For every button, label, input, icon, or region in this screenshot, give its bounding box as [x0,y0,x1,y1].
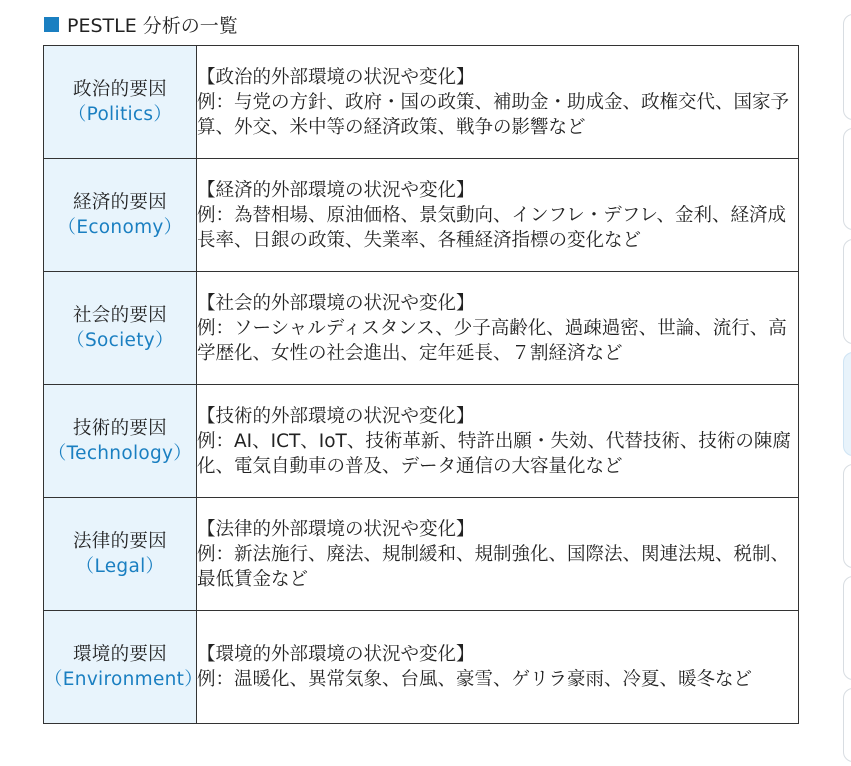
table-row [44,611,799,724]
factor-cell-legal [44,498,197,611]
side-card-active[interactable] [843,352,851,456]
factor-name: 技術的要因 [72,418,167,439]
factor-cell-economy [44,159,197,272]
description-title: 【環境的外部環境の状況や変化】 [197,644,475,665]
factor-name: 政治的要因 [72,79,167,100]
description-title: 【法律的外部環境の状況や変化】 [197,518,475,540]
side-card[interactable] [843,688,851,762]
factor-english-name: （Economy） [57,217,183,238]
description-cell-economy [197,159,799,272]
description-examples: 例：AI、ICT、IoT、技術革新、特許出願・失効、代替技術、技術の陳腐化、電気自動車の普及、データ通信の大容量化など [197,430,791,477]
description-cell-technology [197,385,799,498]
table-row [44,272,799,385]
square-bullet-icon [44,17,59,32]
factor-english-name: （Technology） [47,443,193,464]
factor-english-name: （Society） [66,330,174,351]
side-card[interactable] [843,128,851,230]
pestle-table [43,45,799,724]
factor-name: 法律的要因 [72,531,167,552]
table-row [44,385,799,498]
side-card[interactable] [843,239,851,344]
factor-cell-environment [44,611,204,724]
description-title: 【政治的外部環境の状況や変化】 [197,66,475,88]
table-row [44,498,799,611]
description-cell-environment [197,611,799,724]
factor-name: 経済的要因 [72,192,167,213]
description-examples: 例：与党の方針、政府・国の政策、補助金・助成金、政権交代、国家予算、外交、米中等の経済政策、戦争の影響など [197,91,790,138]
factor-name: 環境的要因 [72,644,167,665]
table-row [44,46,799,159]
description-cell-society [197,272,799,385]
description-title: 【社会的外部環境の状況や変化】 [197,292,475,314]
description-examples: 例：新法施行、廃法、規制緩和、規制強化、国際法、関連法規、税制、最低賃金など [197,543,790,590]
side-card[interactable] [843,464,851,568]
description-examples: 例：温暖化、異常気象、台風、豪雪、ゲリラ豪雨、冷夏、暖冬など [197,669,753,690]
section-heading-text: PESTLE 分析の一覧 [67,14,238,37]
description-cell-politics [197,46,799,159]
side-card[interactable] [843,576,851,680]
section-heading [44,12,238,36]
table-row [44,159,799,272]
factor-cell-politics [44,46,197,159]
side-card[interactable] [843,14,851,120]
factor-cell-technology [44,385,197,498]
description-cell-legal [197,498,799,611]
factor-name: 社会的要因 [72,305,167,326]
factor-english-name: （Legal） [75,556,165,577]
description-examples: 例：為替相場、原油価格、景気動向、インフレ・デフレ、金利、経済成長率、日銀の政策、失業率、各種経済指標の変化など [197,204,787,251]
description-title: 【経済的外部環境の状況や変化】 [197,179,475,201]
factor-english-name: （Politics） [67,104,173,125]
factor-cell-society [44,272,197,385]
description-examples: 例：ソーシャルディスタンス、少子高齢化、過疎過密、世論、流行、高学歴化、女性の社会進出、定年延長、７割経済など [197,317,787,364]
factor-english-name: （Environment） [44,669,204,690]
description-title: 【技術的外部環境の状況や変化】 [197,405,475,427]
